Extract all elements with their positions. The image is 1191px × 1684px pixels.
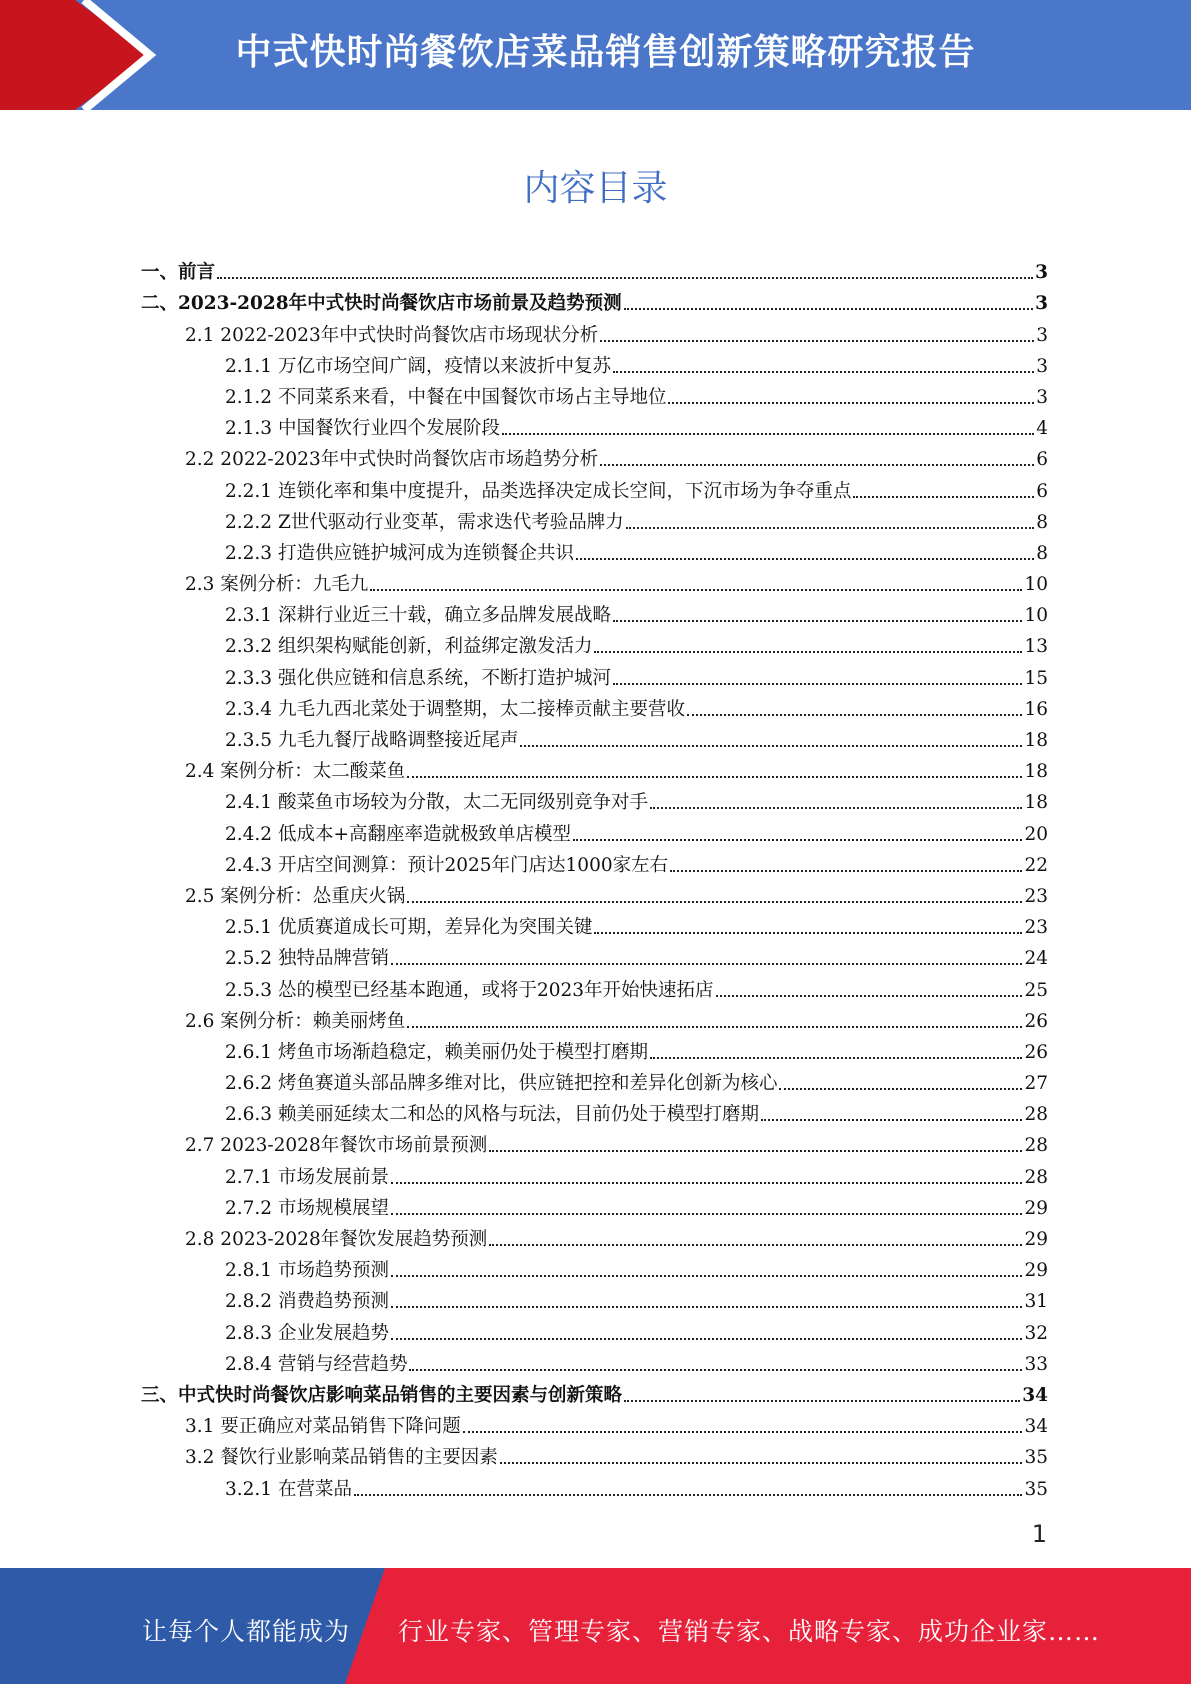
toc-dot-leader (391, 1213, 1022, 1215)
toc-entry-label: 3.2 餐饮行业影响菜品销售的主要因素 (185, 1447, 498, 1469)
toc-entry-page: 28 (1024, 1166, 1048, 1188)
toc-entry[interactable] (141, 379, 1048, 410)
toc-entry-page: 28 (1024, 1104, 1048, 1126)
toc-entry-page: 6 (1036, 480, 1048, 502)
toc-entry-page: 26 (1024, 1041, 1048, 1063)
toc-entry-page: 26 (1024, 1010, 1048, 1032)
toc-dot-leader (600, 464, 1034, 466)
toc-entry-label: 2.7.1 市场发展前景 (225, 1166, 389, 1188)
toc-dot-leader (489, 1150, 1022, 1152)
toc-dot-leader (594, 932, 1022, 934)
toc-dot-leader (624, 1400, 1020, 1402)
toc-entry[interactable] (141, 254, 1048, 285)
toc-entry[interactable] (141, 1127, 1048, 1158)
toc-entry[interactable] (141, 1283, 1048, 1314)
toc-entry-page: 29 (1024, 1229, 1048, 1250)
toc-entry[interactable] (141, 1470, 1048, 1501)
toc-entry-page: 23 (1024, 885, 1048, 907)
toc-entry-label: 2.8.1 市场趋势预测 (225, 1260, 389, 1282)
toc-entry-label: 2.6.3 赖美丽延续太二和怂的风格与玩法，目前仍处于模型打磨期 (225, 1104, 759, 1126)
toc-entry-page: 18 (1024, 761, 1048, 783)
toc-dot-leader (613, 371, 1034, 373)
toc-entry-page: 23 (1024, 917, 1048, 939)
toc-dot-leader (687, 714, 1022, 716)
toc-entry-page: 3 (1036, 355, 1048, 377)
toc-dot-leader (217, 277, 1033, 279)
toc-entry-label: 2.7.2 市场规模展望 (225, 1197, 389, 1219)
toc-dot-leader (624, 308, 1033, 310)
toc-entry-label: 2.3.2 组织架构赋能创新，利益绑定激发活力 (225, 636, 593, 658)
toc-entry-page: 18 (1024, 730, 1048, 751)
toc-entry-page: 34 (1022, 1384, 1048, 1406)
toc-entry[interactable] (141, 504, 1048, 535)
toc-entry[interactable] (141, 285, 1048, 316)
toc-dot-leader (594, 651, 1022, 653)
toc-dot-leader (463, 1431, 1023, 1433)
toc-entry-page: 22 (1024, 854, 1048, 876)
footer-banner (0, 1568, 1191, 1684)
toc-dot-leader (716, 995, 1023, 997)
toc-entry[interactable] (141, 909, 1048, 940)
toc-dot-leader (650, 1057, 1022, 1059)
page-number: 1 (1031, 1520, 1047, 1548)
toc-entry-label: 2.1.2 不同菜系来看，中餐在中国餐饮市场占主导地位 (225, 386, 667, 408)
toc-entry[interactable] (141, 940, 1048, 971)
toc-entry-page: 25 (1024, 979, 1048, 1001)
toc-entry[interactable] (141, 1252, 1048, 1283)
toc-entry-page: 6 (1036, 449, 1048, 471)
toc-entry[interactable] (141, 659, 1048, 690)
toc-entry[interactable] (141, 878, 1048, 909)
toc-entry[interactable] (141, 316, 1048, 347)
toc-dot-leader (576, 558, 1034, 560)
toc-entry-page: 8 (1036, 542, 1048, 564)
toc-dot-leader (500, 1462, 1023, 1464)
toc-entry[interactable] (141, 535, 1048, 566)
toc-entry-label: 2.7 2023-2028年餐饮市场前景预测 (185, 1135, 488, 1157)
report-title: 中式快时尚餐饮店菜品销售创新策略研究报告 (235, 32, 976, 73)
toc-dot-leader (600, 340, 1034, 342)
toc-dot-leader (779, 1088, 1022, 1090)
toc-entry[interactable] (141, 971, 1048, 1002)
toc-dot-leader (391, 1275, 1022, 1277)
toc-entry-page: 3 (1036, 324, 1048, 346)
toc-entry[interactable] (141, 1377, 1048, 1408)
toc-dot-leader (391, 1182, 1022, 1184)
toc-entry[interactable] (141, 1190, 1048, 1221)
toc-entry[interactable] (141, 1096, 1048, 1127)
toc-dot-leader (853, 496, 1034, 498)
toc-entry-page: 10 (1024, 605, 1048, 627)
toc-entry[interactable] (141, 472, 1048, 503)
toc-dot-leader (668, 402, 1034, 404)
toc-entry[interactable] (141, 784, 1048, 815)
toc-entry-label: 3.1 要正确应对菜品销售下降问题 (185, 1416, 461, 1438)
toc-entry-page: 3 (1035, 293, 1048, 315)
toc-entry-label: 2.4.2 低成本+高翻座率造就极致单店模型 (225, 823, 571, 845)
toc-entry[interactable] (141, 348, 1048, 379)
toc-entry-page: 13 (1024, 636, 1048, 658)
toc-entry-page: 24 (1024, 948, 1048, 970)
toc-entry-label: 2.3.4 九毛九西北菜处于调整期，太二接棒贡献主要营收 (225, 698, 685, 720)
header-banner (0, 0, 1191, 110)
toc-entry[interactable] (141, 1065, 1048, 1096)
toc-entry-page: 27 (1024, 1073, 1048, 1095)
toc-dot-leader (626, 527, 1034, 529)
toc-dot-leader (391, 1338, 1022, 1340)
toc-entry-page: 3 (1035, 262, 1048, 284)
toc-entry-label: 2.2.3 打造供应链护城河成为连锁餐企共识 (225, 542, 574, 564)
toc-dot-leader (370, 589, 1022, 591)
toc-entry-page: 15 (1024, 667, 1048, 689)
chevron-arrow-icon (0, 0, 160, 110)
toc-entry-label: 三、中式快时尚餐饮店影响菜品销售的主要因素与创新策略 (141, 1384, 623, 1406)
toc-entry[interactable] (141, 691, 1048, 722)
toc-entry[interactable] (141, 847, 1048, 878)
toc-entry[interactable] (141, 1314, 1048, 1345)
toc-entry-label: 2.6 案例分析：赖美丽烤鱼 (185, 1010, 406, 1032)
toc-dot-leader (489, 1244, 1022, 1246)
toc-entry-page: 3 (1036, 386, 1048, 408)
toc-dot-leader (520, 745, 1022, 747)
toc-entry-label: 2.3.5 九毛九餐厅战略调整接近尾声 (225, 730, 519, 751)
toc-entry-page: 4 (1036, 418, 1048, 440)
toc-entry-label: 2.5 案例分析：怂重庆火锅 (185, 885, 406, 907)
toc-dot-leader (613, 683, 1022, 685)
toc-dot-leader (407, 901, 1022, 903)
toc-entry-label: 3.2.1 在营菜品 (225, 1478, 352, 1500)
toc-entry[interactable] (141, 1346, 1048, 1377)
toc-dot-leader (391, 963, 1022, 965)
toc-entry-label: 2.6.2 烤鱼赛道头部品牌多维对比，供应链把控和差异化创新为核心 (225, 1073, 778, 1095)
toc-entry[interactable] (141, 722, 1048, 753)
toc-dot-leader (391, 1306, 1022, 1308)
toc-dot-leader (354, 1494, 1023, 1496)
toc-entry-label: 2.2 2022-2023年中式快时尚餐饮店市场趋势分析 (185, 449, 599, 471)
toc-entry-page: 28 (1024, 1135, 1048, 1157)
toc-entry-page: 34 (1024, 1416, 1048, 1438)
toc-dot-leader (573, 839, 1022, 841)
toc-entry-label: 2.5.2 独特品牌营销 (225, 948, 389, 970)
toc-entry-page: 31 (1024, 1291, 1048, 1313)
toc-entry-label: 2.2.2 Z世代驱动行业变革，需求迭代考验品牌力 (225, 511, 624, 533)
toc-entry-label: 2.3 案例分析：九毛九 (185, 574, 369, 596)
toc-entry[interactable] (141, 1034, 1048, 1065)
toc-title: 内容目录 (523, 168, 668, 209)
toc-entry[interactable] (141, 1439, 1048, 1470)
toc-entry-label: 2.6.1 烤鱼市场渐趋稳定，赖美丽仍处于模型打磨期 (225, 1041, 648, 1063)
toc-entry-page: 29 (1024, 1260, 1048, 1282)
toc-entry-page: 10 (1024, 574, 1048, 596)
toc-entry-label: 二、2023-2028年中式快时尚餐饮店市场前景及趋势预测 (141, 293, 622, 315)
toc-entry[interactable] (141, 410, 1048, 441)
toc-dot-leader (502, 433, 1034, 435)
toc-entry-label: 2.4.1 酸菜鱼市场较为分散，太二无同级别竞争对手 (225, 792, 648, 814)
toc-entry-label: 2.3.3 强化供应链和信息系统，不断打造护城河 (225, 667, 611, 689)
toc-entry-label: 2.5.3 怂的模型已经基本跑通，或将于2023年开始快速拓店 (225, 979, 714, 1001)
toc-dot-leader (407, 1026, 1022, 1028)
toc-entry[interactable] (141, 628, 1048, 659)
toc-entry[interactable] (141, 1158, 1048, 1189)
toc-entry-label: 2.4 案例分析：太二酸菜鱼 (185, 761, 406, 783)
toc-entry-page: 20 (1024, 823, 1048, 845)
toc-entry[interactable] (141, 753, 1048, 784)
toc-entry-label: 2.1.3 中国餐饮行业四个发展阶段 (225, 418, 500, 440)
toc-entry-page: 35 (1024, 1478, 1048, 1500)
toc-entry[interactable] (141, 1003, 1048, 1034)
toc-entry-page: 29 (1024, 1197, 1048, 1219)
toc-entry-page: 33 (1024, 1353, 1048, 1375)
toc-dot-leader (670, 870, 1022, 872)
toc-entry[interactable] (141, 1221, 1048, 1252)
toc-dot-leader (761, 1119, 1022, 1121)
toc-dot-leader (409, 1369, 1022, 1371)
footer-slogan: 让每个人都能成为 (142, 1617, 351, 1646)
toc-entry[interactable] (141, 1408, 1048, 1439)
toc-entry-page: 35 (1024, 1447, 1048, 1469)
toc-dot-leader (613, 620, 1022, 622)
toc-entry-label: 2.2.1 连锁化率和集中度提升，品类选择决定成长空间，下沉市场为争夺重点 (225, 480, 852, 502)
toc-entry-label: 2.5.1 优质赛道成长可期，差异化为突围关键 (225, 917, 593, 939)
toc-entry-label: 2.3.1 深耕行业近三十载，确立多品牌发展战略 (225, 605, 611, 627)
toc-entry-page: 8 (1036, 511, 1048, 533)
toc-entry-page: 32 (1024, 1322, 1048, 1344)
table-of-contents (141, 254, 1048, 1502)
toc-entry-label: 2.1 2022-2023年中式快时尚餐饮店市场现状分析 (185, 324, 599, 346)
toc-entry-label: 2.8.2 消费趋势预测 (225, 1291, 389, 1313)
toc-entry[interactable] (141, 441, 1048, 472)
toc-entry[interactable] (141, 597, 1048, 628)
toc-dot-leader (407, 776, 1022, 778)
toc-entry-label: 2.8 2023-2028年餐饮发展趋势预测 (185, 1229, 488, 1250)
toc-entry-page: 16 (1024, 698, 1048, 720)
toc-entry-label: 一、前言 (141, 262, 216, 284)
toc-entry[interactable] (141, 566, 1048, 597)
toc-entry-label: 2.8.3 企业发展趋势 (225, 1322, 389, 1344)
toc-entry-page: 18 (1024, 792, 1048, 814)
footer-roles: 行业专家、管理专家、营销专家、战略专家、成功企业家…… (398, 1617, 1101, 1646)
toc-entry[interactable] (141, 815, 1048, 846)
toc-entry-label: 2.8.4 营销与经营趋势 (225, 1353, 408, 1375)
toc-dot-leader (650, 807, 1022, 809)
toc-entry-label: 2.1.1 万亿市场空间广阔，疫情以来波折中复苏 (225, 355, 611, 377)
toc-entry-label: 2.4.3 开店空间测算：预计2025年门店达1000家左右 (225, 854, 669, 876)
